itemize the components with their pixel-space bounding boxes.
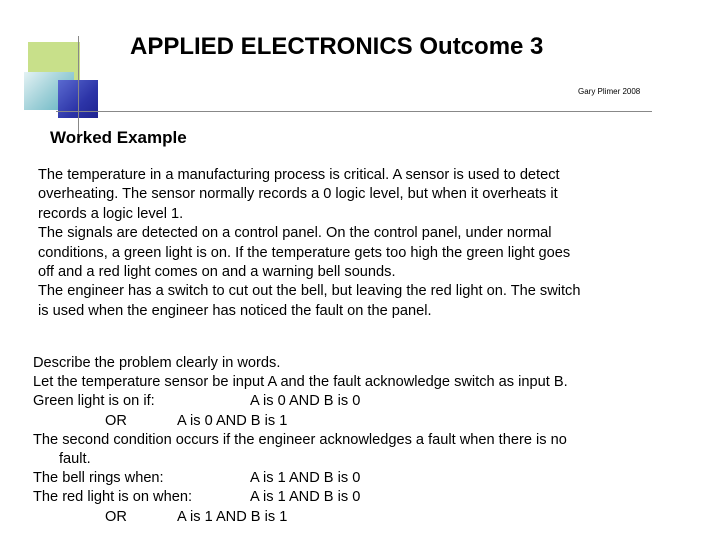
problem-statement [38,166,658,321]
paragraph-line: The signals are detected on a control panel. On the control panel, under normal [38,225,552,242]
bell-condition: A is 1 AND B is 0 [250,470,361,487]
paragraph-line: The engineer has a switch to cut out the bell, but leaving the red light on. The switch [38,283,581,300]
paragraph-line: conditions, a green light is on. If the temperature gets too high the green light goes [38,244,571,261]
solution-line: fault. [59,450,91,467]
bell-row [33,469,683,488]
bell-label: The bell rings when: [33,470,164,487]
solution-line: Describe the problem clearly in words. [33,355,281,371]
or-keyword: OR [105,508,127,525]
green-light-row [33,392,683,411]
decorative-vertical-rule [78,36,79,136]
red-light-or-row [33,508,683,527]
green-light-condition-2: A is 0 AND B is 1 [177,412,288,429]
decorative-horizontal-rule [56,111,652,112]
green-light-label: Green light is on if: [33,393,155,410]
green-light-or-row [33,412,683,431]
or-keyword: OR [105,412,127,429]
solution-text [33,354,683,527]
paragraph-line: The temperature in a manufacturing process is critical. A sensor is used to detect [38,167,560,183]
green-light-condition-1: A is 0 AND B is 0 [250,393,361,410]
author-credit: Gary Plimer 2008 [578,87,641,96]
red-light-label: The red light is on when: [33,489,192,506]
slide-title: APPLIED ELECTRONICS Outcome 3 [130,33,544,60]
red-light-condition-1: A is 1 AND B is 0 [250,489,361,506]
paragraph-line: off and a red light comes on and a warning bell sounds. [38,264,396,281]
red-light-condition-2: A is 1 AND B is 1 [177,508,288,525]
solution-line: Let the temperature sensor be input A and the fault acknowledge switch as input B. [33,374,568,391]
paragraph-line: overheating. The sensor normally records a 0 logic level, but when it overheats it [38,186,558,203]
paragraph-line: is used when the engineer has noticed the fault on the panel. [38,302,432,319]
section-heading: Worked Example [50,128,187,147]
solution-line: The second condition occurs if the engineer acknowledges a fault when there is no [33,431,567,448]
red-light-row [33,488,683,507]
paragraph-line: records a logic level 1. [38,205,184,222]
